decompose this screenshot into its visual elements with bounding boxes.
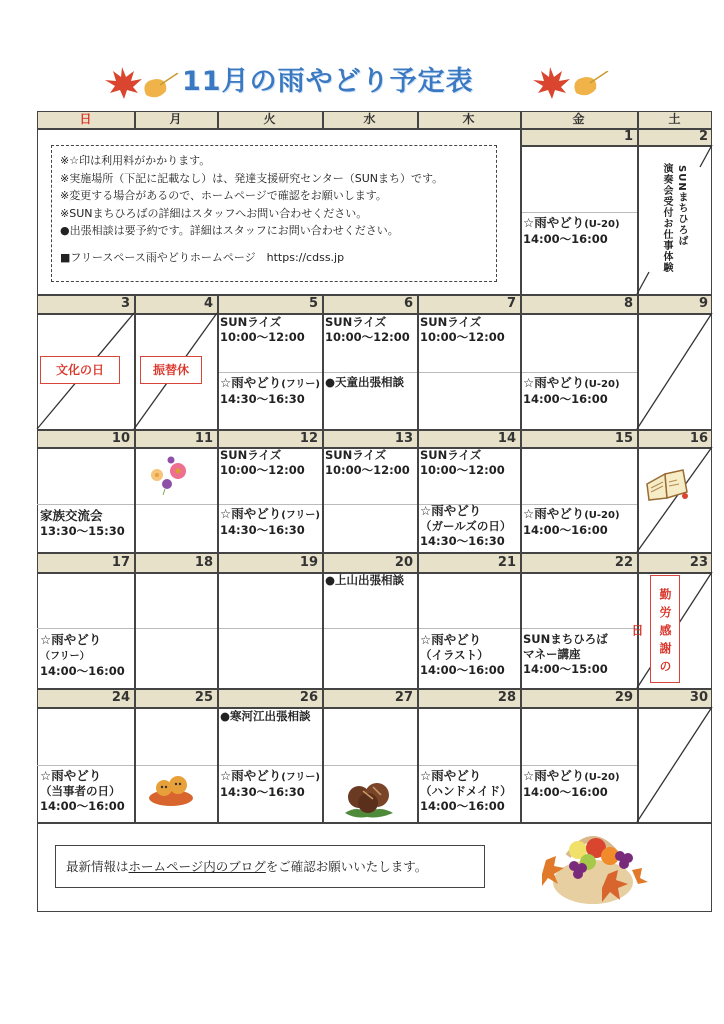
weekday-sunday: 日 bbox=[79, 112, 92, 126]
event-day-12-pm: ☆雨やどり(フリー) 14:30～16:30 bbox=[220, 506, 320, 537]
notice-line-fee: ※☆印は利用料がかかります。 bbox=[60, 154, 211, 167]
notice-line-consult: ●出張相談は要予約です。詳細はスタッフにお問い合わせください。 bbox=[60, 224, 399, 237]
ginkgo-leaf-icon bbox=[568, 71, 610, 101]
date-4: 4 bbox=[203, 296, 213, 311]
date-8: 8 bbox=[623, 296, 633, 311]
weekday-thursday: 木 bbox=[462, 112, 475, 126]
notice-line-changes: ※変更する場合があるので、ホームページで確認をお願いします。 bbox=[60, 189, 387, 202]
closed-slash-day-30 bbox=[637, 707, 712, 822]
date-22: 22 bbox=[614, 555, 633, 570]
weekday-tuesday: 火 bbox=[263, 112, 276, 126]
event-day-10: 家族交流会 13:30～15:30 bbox=[40, 508, 125, 538]
date-20: 20 bbox=[394, 555, 413, 570]
notice-line-venue: ※実施場所（下記に記載なし）は、発達支援研究センター（SUNまち）です。 bbox=[60, 171, 444, 185]
date-11: 11 bbox=[194, 431, 213, 446]
event-day-7-am: SUNライズ 10:00～12:00 bbox=[420, 315, 505, 344]
event-day-5-am: SUNライズ 10:00～12:00 bbox=[220, 315, 305, 344]
date-23: 23 bbox=[689, 555, 708, 570]
footer-suffix: をご確認お願いいたします。 bbox=[265, 859, 428, 874]
event-day-21: ☆雨やどり （イラスト） 14:00～16:00 bbox=[420, 632, 505, 677]
event-day-14-pm: ☆雨やどり （ガールズの日） 14:30～16:30 bbox=[420, 503, 512, 548]
date-13: 13 bbox=[394, 431, 413, 446]
event-day-1: ☆雨やどり(U-20) 14:00～16:00 bbox=[523, 215, 620, 246]
date-15: 15 bbox=[614, 431, 633, 446]
homepage-link[interactable]: ■フリースペース雨やどりホームページ https://cdss.jp bbox=[60, 250, 345, 264]
open-book-image bbox=[643, 468, 691, 504]
notice-line-sunmachi: ※SUNまちひろばの詳細はスタッフへお問い合わせください。 bbox=[60, 206, 368, 220]
date-7: 7 bbox=[506, 296, 516, 311]
event-day-2-line1: SUNまちひろば bbox=[676, 165, 687, 247]
holiday-culture-day: 文化の日 bbox=[40, 356, 120, 384]
date-27: 27 bbox=[394, 690, 413, 705]
title-banner bbox=[100, 55, 620, 105]
date-9: 9 bbox=[698, 296, 708, 311]
weekday-saturday: 土 bbox=[668, 112, 681, 126]
event-day-15: ☆雨やどり(U-20) 14:00～16:00 bbox=[523, 506, 620, 537]
holiday-substitute: 振替休 bbox=[140, 356, 202, 384]
event-day-2-line2: 演奏会受付お仕事体験 bbox=[661, 163, 672, 273]
blog-link[interactable]: ホームページ内のブログ bbox=[128, 859, 266, 874]
fruit-basket-image bbox=[538, 826, 648, 908]
date-1: 1 bbox=[623, 129, 633, 144]
ginkgo-leaf-icon bbox=[138, 73, 180, 103]
date-2: 2 bbox=[698, 129, 708, 144]
event-day-5-pm: ☆雨やどり(フリー) 14:30～16:30 bbox=[220, 375, 320, 406]
event-day-8: ☆雨やどり(U-20) 14:00～16:00 bbox=[523, 375, 620, 406]
date-24: 24 bbox=[111, 690, 130, 705]
closed-slash-day-9 bbox=[637, 313, 712, 429]
date-16: 16 bbox=[689, 431, 708, 446]
date-3: 3 bbox=[120, 296, 130, 311]
event-day-14-am: SUNライズ 10:00～12:00 bbox=[420, 448, 505, 477]
event-day-29: ☆雨やどり(U-20) 14:00～16:00 bbox=[523, 768, 620, 799]
event-day-26-consult: ●寒河江出張相談 bbox=[220, 709, 311, 723]
event-day-24: ☆雨やどり （当事者の日） 14:00～16:00 bbox=[40, 768, 125, 813]
weekday-wednesday: 水 bbox=[363, 112, 376, 126]
date-28: 28 bbox=[497, 690, 516, 705]
footer-prefix: 最新情報は bbox=[66, 859, 129, 874]
date-17: 17 bbox=[111, 555, 130, 570]
weekday-monday: 月 bbox=[169, 112, 182, 126]
event-day-17: ☆雨やどり （フリー） 14:00～16:00 bbox=[40, 632, 125, 678]
date-10: 10 bbox=[111, 431, 130, 446]
event-day-13-am: SUNライズ 10:00～12:00 bbox=[325, 448, 410, 477]
date-25: 25 bbox=[194, 690, 213, 705]
date-19: 19 bbox=[299, 555, 318, 570]
date-29: 29 bbox=[614, 690, 633, 705]
notice-box bbox=[51, 145, 497, 282]
date-21: 21 bbox=[497, 555, 516, 570]
latest-info-box bbox=[55, 845, 485, 888]
event-day-6-consult: ●天童出張相談 bbox=[325, 375, 405, 389]
date-14: 14 bbox=[497, 431, 516, 446]
date-18: 18 bbox=[194, 555, 213, 570]
date-30: 30 bbox=[689, 690, 708, 705]
date-12: 12 bbox=[299, 431, 318, 446]
event-day-12-am: SUNライズ 10:00～12:00 bbox=[220, 448, 305, 477]
date-6: 6 bbox=[403, 296, 413, 311]
event-day-22: SUNまちひろば マネー講座 14:00～15:00 bbox=[523, 632, 608, 676]
cosmos-flowers-image bbox=[145, 455, 195, 495]
date-5: 5 bbox=[308, 296, 318, 311]
weekday-friday: 金 bbox=[572, 112, 585, 126]
squirrels-autumn-image bbox=[146, 772, 196, 808]
event-day-26-pm: ☆雨やどり(フリー) 14:30～16:30 bbox=[220, 768, 320, 799]
event-day-20-consult: ●上山出張相談 bbox=[325, 573, 405, 587]
event-day-6-am: SUNライズ 10:00～12:00 bbox=[325, 315, 410, 344]
date-26: 26 bbox=[299, 690, 318, 705]
page-title: 11月の雨やどり予定表 bbox=[182, 66, 474, 97]
holiday-labor-thanksgiving: 勤労感謝の日 bbox=[650, 575, 680, 683]
event-day-28: ☆雨やどり （ハンドメイド） 14:00～16:00 bbox=[420, 768, 512, 813]
chestnuts-image bbox=[343, 777, 395, 819]
